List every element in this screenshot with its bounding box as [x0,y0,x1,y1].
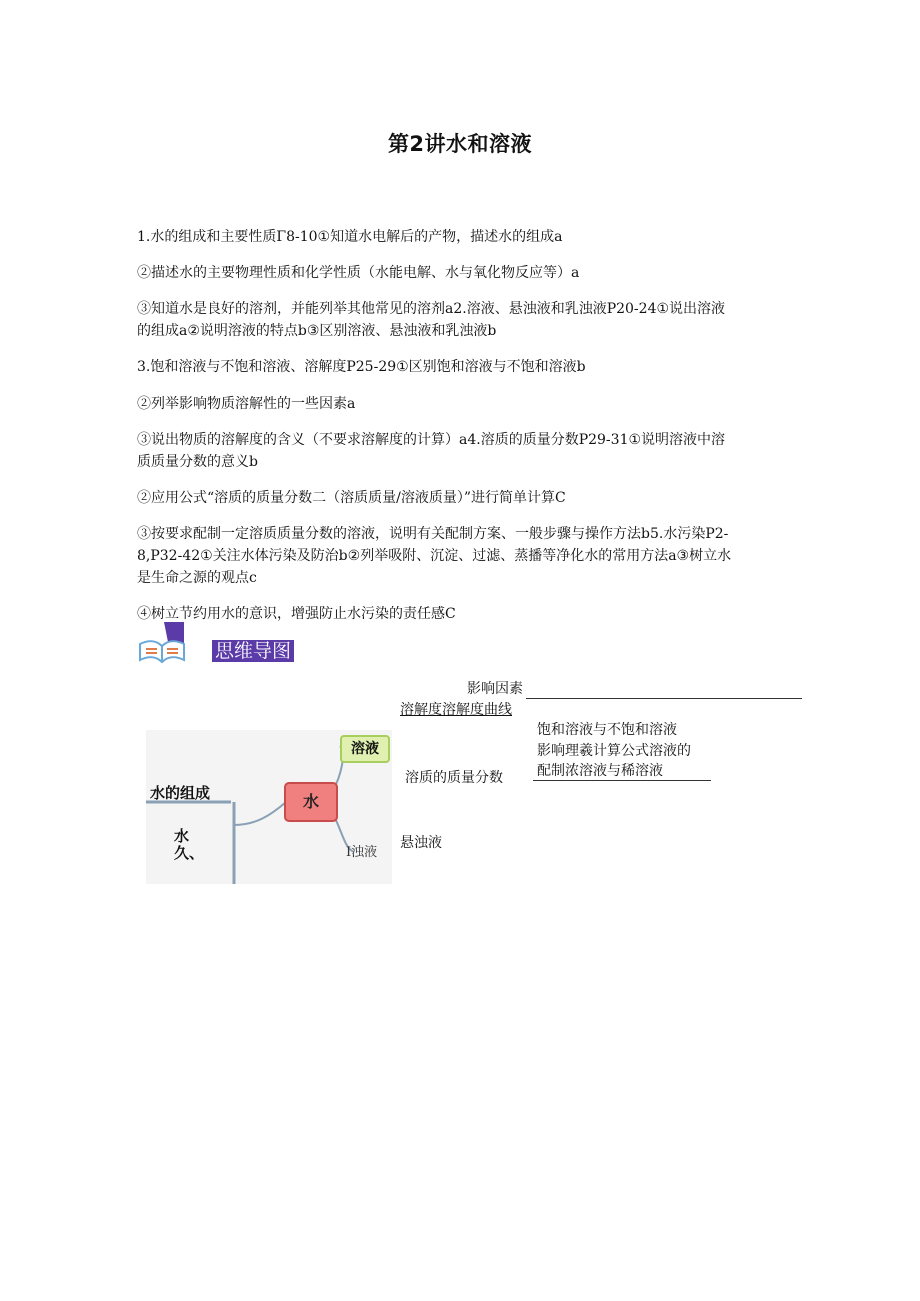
label-calc: 影响理羲计算公式溶液的 [537,743,691,759]
paragraph-8: ③按要求配制一定溶质质量分数的溶液，说明有关配制方案、一般步骤与操作方法b5.水污染P2-8,P32-42①关注水体污染及防治b②列举吸附、沉淀、过滤、蒸播等净化水的常用方法a③树立水是生命之源的观点c [137,526,732,586]
paragraph-1: 1.水的组成和主要性质Γ8-10①知道水电解后的产物，描述水的组成a [137,229,563,245]
paragraph-2: ②描述水的主要物理性质和化学性质（水能电解、水与氧化物反应等）a [137,265,580,281]
line-dilute [533,780,711,781]
center-node: 水 [284,782,338,822]
paragraph-5: ②列举影响物质溶解性的一些因素a [137,396,356,412]
page-title: 第2讲水和溶液 [387,132,533,156]
label-dilute: 配制浓溶液与稀溶液 [537,763,663,779]
paragraph-4: 3.饱和溶液与不饱和溶液、溶解度P25-29①区别饱和溶液与不饱和溶液b [137,359,586,375]
mindmap-image [146,730,392,884]
paragraph-3: ③知道水是良好的溶剂，并能列举其他常见的溶剂a2.溶液、悬浊液和乳浊液P20-24①说出溶液的组成a②说明溶液的特点b③区别溶液、悬浊液和乳浊液b [137,301,726,339]
composition-node: 水的组成 [150,784,211,802]
label-saturated: 饱和溶液与不饱和溶液 [537,722,677,738]
paragraph-6: ③说出物质的溶解度的含义（不要求溶解度的计算）a4.溶质的质量分数P29-31①说明溶液中溶质质量分数的意义b [137,432,726,470]
label-suspension: 悬浊液 [400,835,442,851]
book-icon [138,622,186,664]
solution-node: 溶液 [340,735,390,763]
label-mass-fraction: 溶质的质量分数 [405,770,503,786]
vertical-node: 水久、 [174,827,205,862]
line-influence [526,698,802,699]
label-solubility-curve: 溶解度溶解度曲线 [400,702,512,718]
turbid-node: I浊液 [346,845,378,860]
paragraph-9: ④树立节约用水的意识，增强防止水污染的责任感C [137,606,456,622]
mindmap-header: 思维导图 [212,640,294,662]
paragraph-7: ②应用公式“溶质的质量分数二（溶质质量/溶液质量）”进行简单计算C [137,490,566,506]
label-influence: 影响因素 [467,681,523,697]
